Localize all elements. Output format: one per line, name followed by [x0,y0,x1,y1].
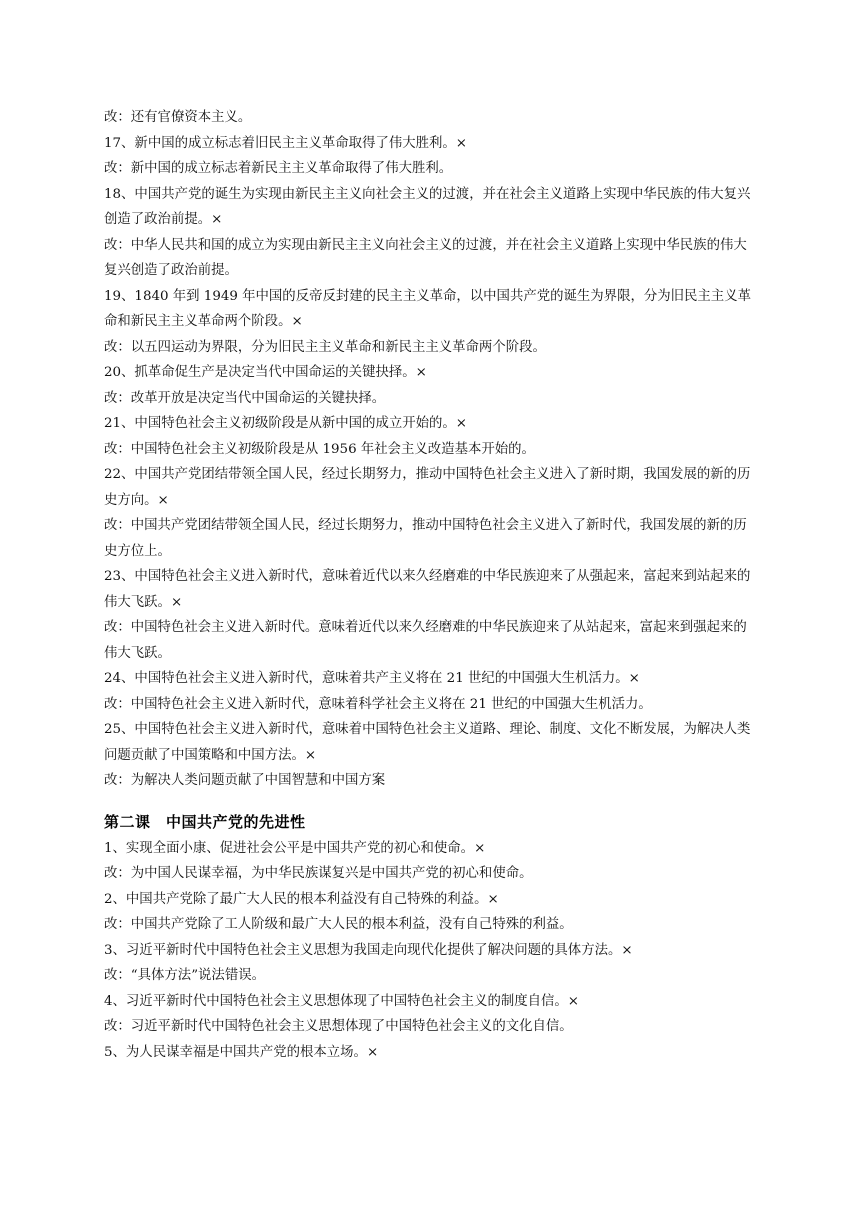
paragraph: 18、中国共产党的诞生为实现由新民主主义向社会主义的过渡，并在社会主义道路上实现中华民族的伟大复兴创造了政治前提。× [104,186,751,227]
paragraph: 改：中国特色社会主义进入新时代，意味着科学社会主义将在 21 世纪的中国强大生机活力。 [104,696,652,712]
paragraph: 改：“具体方法”说法错误。 [104,968,265,983]
paragraph: 5、为人民谋幸福是中国共产党的根本立场。× [104,1044,379,1060]
paragraph: 17、新中国的成立标志着旧民主主义革命取得了伟大胜利。× [104,135,468,151]
paragraph: 改：为中国人民谋幸福，为中华民族谋复兴是中国共产党的初心和使命。 [104,866,533,881]
paragraph: 23、中国特色社会主义进入新时代，意味着近代以来久经磨难的中华民族迎来了从强起来，富起来到站起来的伟大飞跃。× [104,569,751,610]
paragraph: 2、中国共产党除了最广大人民的根本利益没有自己特殊的利益。× [104,891,499,907]
paragraph: 4、习近平新时代中国特色社会主义思想体现了中国特色社会主义的制度自信。× [104,993,580,1009]
paragraph: 21、中国特色社会主义初级阶段是从新中国的成立开始的。× [104,416,468,431]
paragraph: 25、中国特色社会主义进入新时代，意味着中国特色社会主义道路、理论、制度、文化不断发展，为解决人类问题贡献了中国策略和中国方法。× [104,722,751,763]
paragraph: 3、习近平新时代中国特色社会主义思想为我国走向现代化提供了解决问题的具体方法。× [104,942,633,958]
paragraph: 改：中华人民共和国的成立为实现由新民主主义向社会主义的过渡，并在社会主义道路上实现中华民族的伟大复兴创造了政治前提。 [104,237,747,278]
document-page [104,105,760,1065]
paragraph: 20、抓革命促生产是决定当代中国命运的关键抉择。× [104,365,427,380]
paragraph: 改：中国共产党团结带领全国人民，经过长期努力，推动中国特色社会主义进入了新时代，我国发展的新的历史方位上。 [104,518,747,559]
section-heading-lesson-2: 第二课 中国共产党的先进性 [104,812,306,831]
paragraph: 改：习近平新时代中国特色社会主义思想体现了中国特色社会主义的文化自信。 [104,1019,573,1034]
paragraph: 1、实现全面小康、促进社会公平是中国共产党的初心和使命。× [104,840,486,856]
paragraph: 改：还有官僚资本主义。 [104,110,252,125]
paragraph: 改：中国特色社会主义进入新时代。意味着近代以来久经磨难的中华民族迎来了从站起来，富起来到强起来的伟大飞跃。 [104,620,747,661]
block-lesson-2-items [104,836,760,1066]
paragraph: 改：改革开放是决定当代中国命运的关键抉择。 [104,390,386,406]
paragraph: 24、中国特色社会主义进入新时代，意味着共产主义将在 21 世纪的中国强大生机活力。× [104,671,640,686]
block-lesson-1-items [104,105,760,794]
paragraph: 改：新中国的成立标志着新民主主义革命取得了伟大胜利。 [104,161,453,176]
paragraph: 19、1840 年到 1949 年中国的反帝反封建的民主主义革命，以中国共产党的诞生为界限，分为旧民主主义革命和新民主主义革命两个阶段。× [104,288,751,329]
paragraph: 改：以五四运动为界限，分为旧民主主义革命和新民主主义革命两个阶段。 [104,339,546,355]
paragraph: 改：为解决人类问题贡献了中国智慧和中国方案 [104,773,386,788]
paragraph: 改：中国特色社会主义初级阶段是从 1956 年社会主义改造基本开始的。 [104,441,535,457]
paragraph: 22、中国共产党团结带领全国人民，经过长期努力，推动中国特色社会主义进入了新时期，我国发展的新的历史方向。× [104,467,751,508]
paragraph: 改：中国共产党除了工人阶级和最广大人民的根本利益，没有自己特殊的利益。 [104,917,573,932]
